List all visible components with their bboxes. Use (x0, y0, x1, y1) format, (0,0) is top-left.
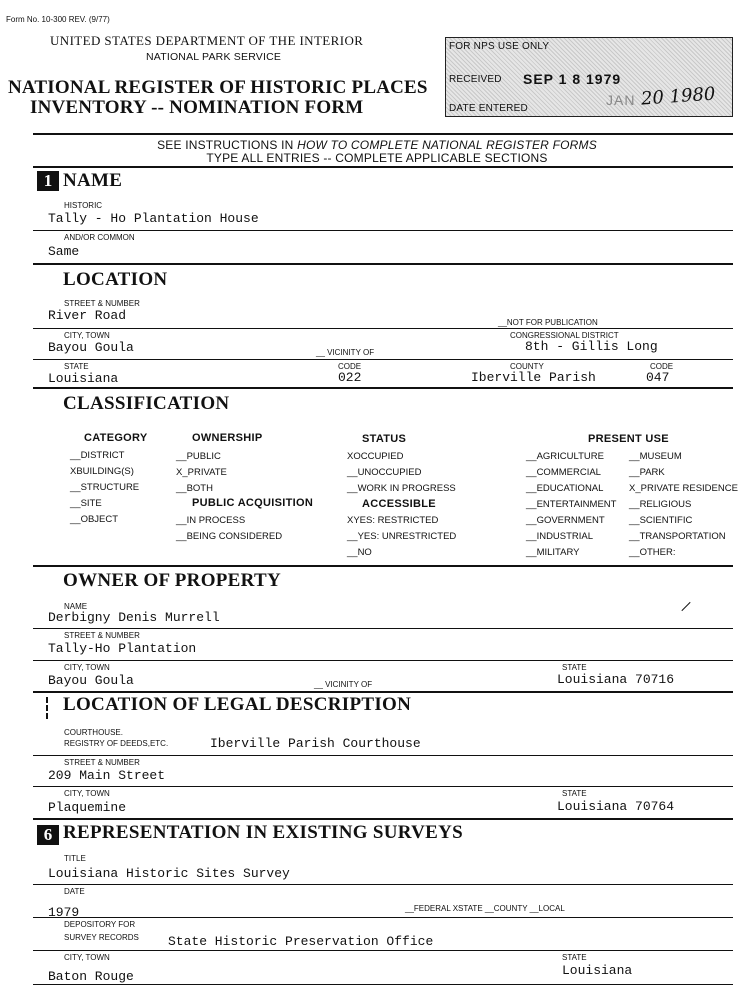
depository-label-2: SURVEY RECORDS (64, 933, 139, 942)
section-6-number: 6 (37, 825, 59, 845)
category-site: __SITE (70, 498, 102, 509)
not-for-publication: __NOT FOR PUBLICATION (498, 318, 598, 327)
accessible-restricted: XYES: RESTRICTED (347, 515, 439, 526)
nps-use-box (445, 37, 733, 117)
location-divider-2 (33, 359, 733, 360)
status-unoccupied: __UNOCCUPIED (347, 467, 422, 478)
date-entered-handwritten: 20 1980 (640, 83, 717, 110)
accessible-heading: ACCESSIBLE (362, 498, 436, 510)
ownership-heading: OWNERSHIP (192, 432, 263, 444)
acquisition-in-process: __IN PROCESS (176, 515, 246, 526)
section-3-end (33, 565, 733, 567)
courthouse-label-1: COURTHOUSE. (64, 728, 123, 737)
congressional-district: 8th - Gillis Long (525, 339, 658, 354)
department-name: UNITED STATES DEPARTMENT OF THE INTERIOR (50, 33, 364, 48)
section-2-end (33, 387, 733, 389)
survey-divider-3 (33, 950, 733, 951)
section-4-end (33, 691, 733, 693)
stray-mark (681, 602, 690, 611)
common-name: Same (48, 244, 80, 259)
survey-state: Louisiana (562, 963, 633, 978)
historic-name: Tally - Ho Plantation House (48, 211, 259, 226)
location-state: Louisiana (48, 371, 119, 386)
county-code-label: CODE (650, 362, 674, 371)
category-structure: __STRUCTURE (70, 482, 140, 493)
form-title-line2: INVENTORY -- NOMINATION FORM (30, 97, 364, 118)
survey-divider-4 (33, 984, 733, 985)
courthouse: Iberville Parish Courthouse (210, 736, 421, 751)
section-3-title: CLASSIFICATION (63, 393, 230, 414)
use-entertainment: __ENTERTAINMENT (526, 499, 617, 510)
survey-title: Louisiana Historic Sites Survey (48, 866, 290, 881)
historic-label: HISTORIC (64, 201, 103, 210)
survey-date-label: DATE (64, 887, 85, 896)
section-5-title: LOCATION OF LEGAL DESCRIPTION (63, 694, 412, 715)
use-private-residence: X_PRIVATE RESIDENCE (629, 483, 738, 494)
location-divider-1 (33, 328, 733, 329)
use-educational: __EDUCATIONAL (526, 483, 604, 494)
ownership-both: __BOTH (176, 483, 213, 494)
use-park: __PARK (629, 467, 665, 478)
legal-state: Louisiana 70764 (557, 799, 675, 814)
legal-street-label: STREET & NUMBER (64, 758, 140, 767)
location-vicinity: __ VICINITY OF (316, 348, 375, 357)
county-code: 047 (646, 370, 670, 385)
legal-state-label: STATE (562, 789, 587, 798)
owner-vicinity: __ VICINITY OF (314, 680, 373, 689)
category-object: __OBJECT (70, 514, 119, 525)
form-title-line1: NATIONAL REGISTER OF HISTORIC PLACES (8, 77, 428, 98)
owner-street: Tally-Ho Plantation (48, 641, 197, 656)
section-1-title: NAME (63, 170, 123, 191)
use-religious: __RELIGIOUS (629, 499, 692, 510)
depository: State Historic Preservation Office (168, 934, 434, 949)
use-other: __OTHER: (629, 547, 676, 558)
location-street-label: STREET & NUMBER (64, 299, 140, 308)
legal-street: 209 Main Street (48, 768, 166, 783)
status-work-in-progress: __WORK IN PROGRESS (347, 483, 456, 494)
public-acquisition-heading: PUBLIC ACQUISITION (192, 497, 314, 509)
received-label: RECEIVED (449, 74, 502, 85)
header-divider (33, 133, 733, 135)
courthouse-label-2: REGISTRY OF DEEDS,ETC. (64, 739, 169, 748)
survey-date: 1979 (48, 905, 80, 920)
county-label: COUNTY (510, 362, 544, 371)
instructions-prefix: SEE INSTRUCTIONS IN (157, 138, 298, 152)
legal-divider-1 (33, 755, 733, 756)
date-entered-stamp: JAN (606, 92, 636, 108)
owner-state-label: STATE (562, 663, 587, 672)
ownership-public: __PUBLIC (176, 451, 221, 462)
instructions-form-title: HOW TO COMPLETE NATIONAL REGISTER FORMS (297, 138, 597, 152)
owner-state: Louisiana 70716 (557, 672, 675, 687)
location-street: River Road (48, 308, 127, 323)
date-entered-label: DATE ENTERED (449, 103, 528, 114)
survey-city-label: CITY, TOWN (64, 953, 110, 962)
county: Iberville Parish (471, 370, 596, 385)
use-transportation: __TRANSPORTATION (629, 531, 726, 542)
location-city: Bayou Goula (48, 340, 134, 355)
location-state-label: STATE (64, 362, 89, 371)
received-stamp: SEP 1 8 1979 (523, 71, 622, 87)
survey-city: Baton Rouge (48, 969, 134, 984)
use-museum: __MUSEUM (629, 451, 682, 462)
section-4-title: OWNER OF PROPERTY (63, 570, 282, 591)
instructions-divider (33, 166, 733, 168)
legal-divider-2 (33, 786, 733, 787)
owner-street-label: STREET & NUMBER (64, 631, 140, 640)
owner-name: Derbigny Denis Murrell (48, 610, 220, 625)
use-military: __MILITARY (526, 547, 580, 558)
owner-name-label: NAME (64, 602, 88, 611)
form-number: Form No. 10-300 REV. (9/77) (6, 15, 110, 24)
use-agriculture: __AGRICULTURE (526, 451, 604, 462)
category-heading: CATEGORY (84, 432, 148, 444)
use-commercial: __COMMERCIAL (526, 467, 601, 478)
accessible-unrestricted: __YES: UNRESTRICTED (347, 531, 457, 542)
survey-state-label: STATE (562, 953, 587, 962)
service-name: NATIONAL PARK SERVICE (146, 51, 282, 63)
use-industrial: __INDUSTRIAL (526, 531, 594, 542)
state-code: 022 (338, 370, 362, 385)
survey-divider-1 (33, 884, 733, 885)
nps-use-label: FOR NPS USE ONLY (449, 41, 550, 52)
owner-city-label: CITY, TOWN (64, 663, 110, 672)
common-name-label: AND/OR COMMON (64, 233, 135, 242)
owner-divider-2 (33, 660, 733, 661)
instructions-line2: TYPE ALL ENTRIES -- COMPLETE APPLICABLE SECTIONS (206, 151, 548, 165)
category-district: __DISTRICT (70, 450, 125, 461)
ownership-private: X_PRIVATE (176, 467, 227, 478)
margin-mark (46, 697, 48, 719)
section-5-end (33, 818, 733, 820)
use-scientific: __SCIENTIFIC (629, 515, 693, 526)
instructions-line1 (0, 138, 754, 152)
legal-city-label: CITY, TOWN (64, 789, 110, 798)
state-code-label: CODE (338, 362, 362, 371)
section-6-title: REPRESENTATION IN EXISTING SURVEYS (63, 822, 464, 843)
location-city-label: CITY, TOWN (64, 331, 110, 340)
section-2-title: LOCATION (63, 269, 168, 290)
present-use-heading: PRESENT USE (588, 433, 669, 445)
owner-divider-1 (33, 628, 733, 629)
owner-city: Bayou Goula (48, 673, 134, 688)
congressional-district-label: CONGRESSIONAL DISTRICT (510, 331, 619, 340)
depository-label-1: DEPOSITORY FOR (64, 920, 136, 929)
legal-city: Plaquemine (48, 800, 127, 815)
section-1-end (33, 263, 733, 265)
status-heading: STATUS (362, 433, 407, 445)
accessible-no: __NO (347, 547, 372, 558)
acquisition-being-considered: __BEING CONSIDERED (176, 531, 283, 542)
use-government: __GOVERNMENT (526, 515, 605, 526)
survey-title-label: TITLE (64, 854, 86, 863)
survey-levels: __FEDERAL XSTATE __COUNTY __LOCAL (405, 904, 565, 913)
category-building: XBUILDING(S) (70, 466, 134, 477)
section-1-number: 1 (37, 171, 59, 191)
name-divider (33, 230, 733, 231)
status-occupied: XOCCUPIED (347, 451, 404, 462)
survey-divider-2 (33, 917, 733, 918)
